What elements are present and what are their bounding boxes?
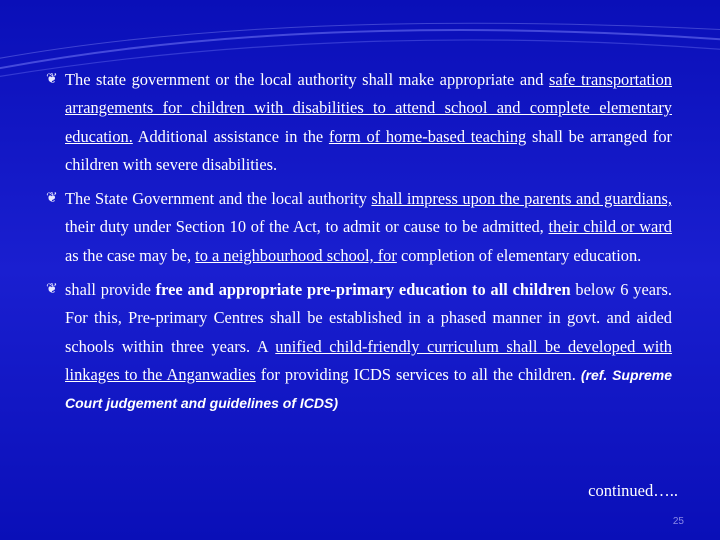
bullet-text-segment: shall provide [65,280,156,300]
page-number: 25 [672,516,684,527]
bullet-item [46,276,672,417]
continued-label: continued….. [588,481,678,500]
bullet-text-segment: completion of elementary education. [396,245,642,265]
bullet-text-segment: their duty under Section 10 of the Act, to admit or cause to be admitted, [65,217,549,237]
bullet-text-segment: shall be arranged for children with severe disabilities. [65,126,672,174]
bullet-text-segment: form of home-based teaching [328,126,527,146]
bullet-text-segment: safe transportation arrangements for children with disabilities to attend school and complete elementary education. [65,70,672,146]
bullet-text-segment: The State Government and the local authority [65,189,372,209]
bullet-text-segment: for providing ICDS services to all the children. [255,364,581,384]
bullet-text-segment: The state government or the local authority shall make appropriate and [65,70,550,89]
feather-bullet-icon: ❦ [46,282,58,298]
feather-bullet-icon: ❦ [46,72,58,87]
bullet-text-segment: Additional assistance in the [132,126,329,146]
bullet-text-segment: shall impress upon the parents and guardians, [371,189,672,209]
bullet-text-segment: below 6 years. For this, Pre-primary Centres shall be established in a phased manner in govt. and aided schools within three years. A [65,280,672,356]
bullet-item [46,185,672,270]
bullet-text-segment: their child or ward [548,217,672,237]
feather-bullet-icon: ❦ [46,191,58,207]
bullet-item [46,66,672,179]
bullet-text-segment: to a neighbourhood school, for [195,245,397,265]
bullet-text-segment: (ref. Supreme Court judgement and guidelines of ICDS) [65,366,672,412]
slide-content [46,66,672,418]
bullet-text-segment: unified child-friendly curriculum shall be developed with linkages to the Anganwadies [65,336,672,384]
bullet-text-segment: as the case may be, [65,245,196,265]
bullet-text-segment: free and appropriate pre-primary education to all children [155,280,571,300]
